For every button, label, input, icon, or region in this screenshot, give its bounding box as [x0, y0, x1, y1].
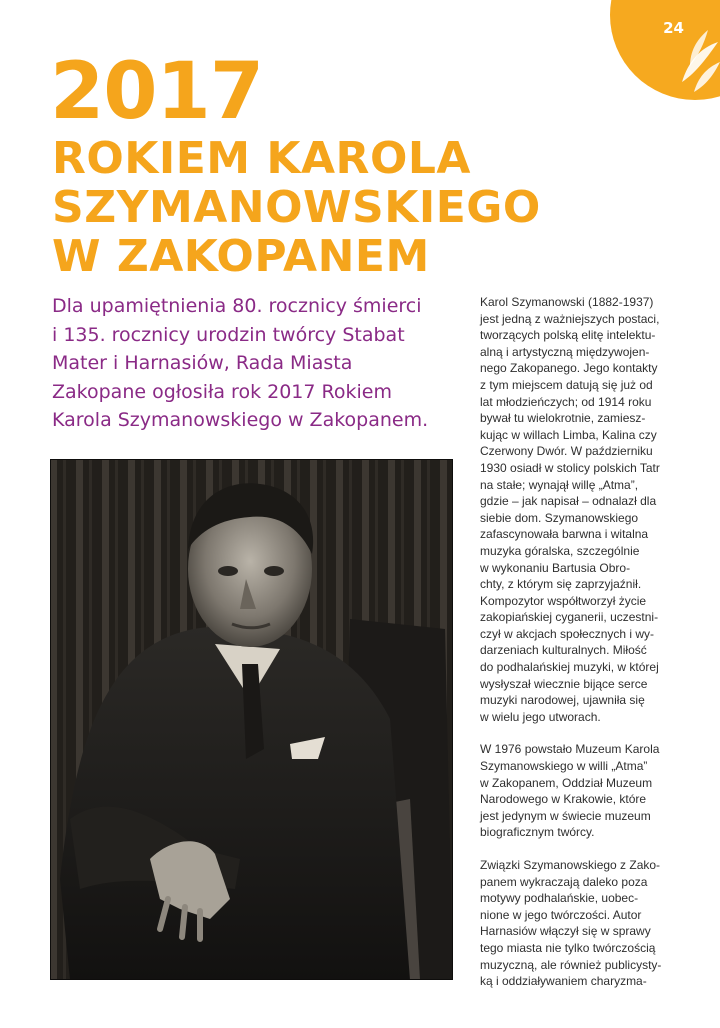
body-line: lat młodzieńczych; od 1914 roku — [480, 394, 652, 409]
body-line: zakopiańskiej cyganerii, uczestni- — [480, 610, 659, 625]
lead-paragraph — [52, 292, 452, 435]
body-paragraph — [480, 857, 680, 990]
body-line: bywał tu wielokrotnie, zamiesz- — [480, 411, 646, 426]
body-line: biograficznym twórcy. — [480, 825, 595, 840]
leaf-icon — [660, 22, 720, 102]
body-line: w wykonaniu Bartusia Obro- — [480, 560, 631, 575]
lead-line: Zakopane ogłosiła rok 2017 Rokiem — [52, 380, 392, 403]
body-line: z tym miejscem datują się już od — [480, 377, 653, 392]
headline-line: W ZAKOPANEM — [52, 231, 430, 282]
portrait-photo-icon — [50, 459, 453, 980]
body-line: tworzących polską elitę intelektu- — [480, 328, 656, 343]
body-line: do podhalańskiej muzyki, w której — [480, 660, 659, 675]
body-line: kując w willach Limba, Kalina czy — [480, 427, 657, 442]
body-line: nione w jego twórczości. Autor — [480, 907, 642, 922]
body-line: Czerwony Dwór. W październiku — [480, 444, 653, 459]
headline — [52, 134, 541, 281]
body-line: Narodowego w Krakowie, które — [480, 792, 647, 807]
body-line: Szymanowskiego w willi „Atma” — [480, 759, 648, 774]
body-line: Kompozytor współtworzył życie — [480, 593, 647, 608]
body-line: jest jedynym w świecie muzeum — [480, 808, 651, 823]
body-line: nego Zakopanego. Jego kontakty — [480, 361, 658, 376]
body-line: Związki Szymanowskiego z Zako- — [480, 858, 661, 872]
body-column — [480, 294, 680, 990]
portrait-photo — [50, 459, 453, 980]
body-line: Karol Szymanowski (1882-1937) — [480, 295, 654, 309]
body-line: wysłyszał wiecznie bijące serce — [480, 676, 648, 691]
headline-line: SZYMANOWSKIEGO — [52, 182, 541, 233]
body-line: ką i oddziaływaniem charyzma- — [480, 974, 647, 989]
body-line: siebie dom. Szymanowskiego — [480, 510, 639, 525]
body-line: tego miasta nie tylko twórczością — [480, 940, 656, 955]
lead-line: Karola Szymanowskiego w Zakopanem. — [52, 409, 429, 431]
body-line: W 1976 powstało Muzeum Karola — [480, 742, 660, 757]
lead-line: Mater i Harnasiów, Rada Miasta — [52, 352, 353, 374]
headline-line: ROKIEM KAROLA — [52, 133, 471, 184]
body-line: zafascynowała barwna i witalna — [480, 527, 649, 542]
body-line: motywy podhalańskie, uobec- — [480, 891, 639, 906]
body-line: w Zakopanem, Oddział Muzeum — [480, 775, 653, 790]
body-line: muzyczną, ale również publicysty- — [480, 957, 662, 972]
body-line: panem wykraczają daleko poza — [480, 874, 648, 889]
body-line: darzeniach kulturalnych. Miłość — [480, 643, 647, 658]
body-line: na stałe; wynajął willę „Atma”, — [480, 477, 639, 492]
body-line: chty, z którym się zaprzyjaźnił. — [480, 577, 642, 592]
body-line: muzyka góralska, szczególnie — [480, 543, 640, 558]
lead-line: i 135. rocznicy urodzin twórcy Stabat — [52, 323, 405, 346]
body-line: muzyki narodowej, ujawniła się — [480, 693, 645, 708]
body-line: alną i artystyczną międzywojen- — [480, 344, 650, 359]
body-paragraph — [480, 741, 680, 841]
body-line: czył w akcjach społecznych i wy- — [480, 626, 655, 641]
page-number: 24 — [663, 19, 684, 37]
headline-year: 2017 — [50, 47, 264, 137]
lead-line: Dla upamiętnienia 80. rocznicy śmierci — [52, 295, 422, 317]
body-line: 1930 osiadł w stolicy polskich Tatr — [480, 460, 660, 475]
body-line: jest jedną z ważniejszych postaci, — [480, 311, 660, 326]
body-line: w wielu jego utworach. — [480, 709, 601, 724]
body-line: Harnasiów włączył się w sprawy — [480, 924, 651, 939]
body-line: gdzie – jak napisał – odnalazł dla — [480, 494, 657, 509]
body-paragraph — [480, 294, 680, 725]
